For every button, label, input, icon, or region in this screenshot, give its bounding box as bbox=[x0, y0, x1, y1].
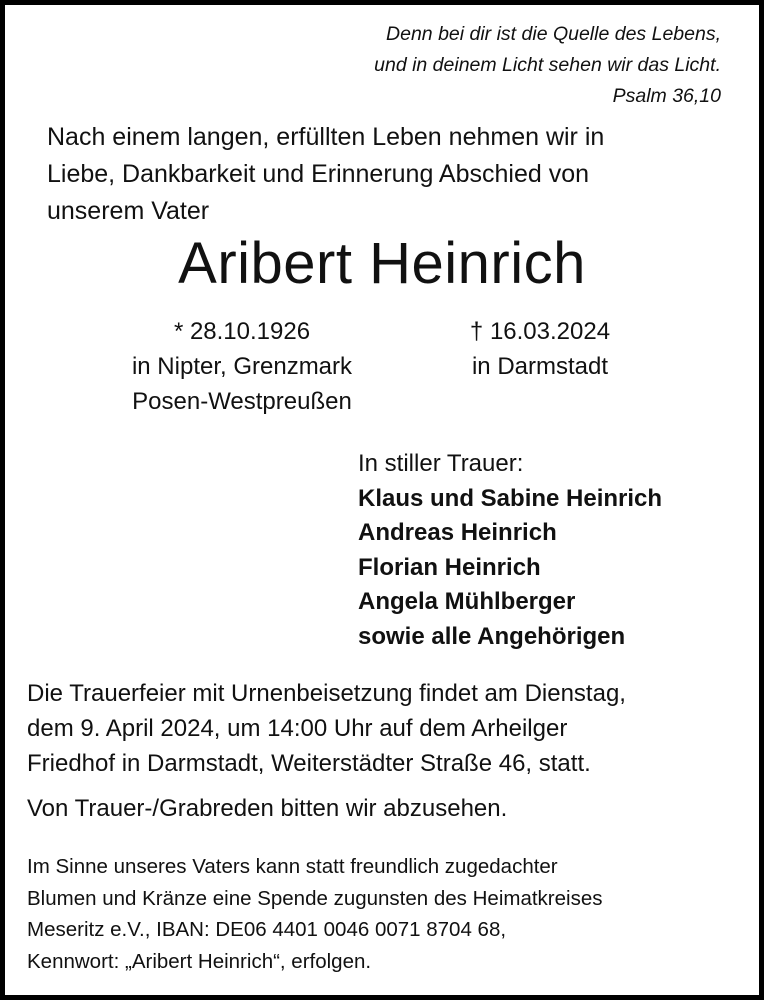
death-place: in Darmstadt bbox=[471, 353, 609, 380]
donation-line: Kennwort: „Aribert Heinrich“, erfolgen. bbox=[27, 949, 372, 973]
death-date: † 16.03.2024 bbox=[469, 318, 611, 345]
birth-place: in Nipter, Grenzmark bbox=[131, 353, 353, 380]
death-info bbox=[445, 314, 635, 384]
deceased-name: Aribert Heinrich bbox=[178, 231, 586, 296]
donation-line: Blumen und Kränze eine Spende zugunsten des Heimatkreises bbox=[27, 886, 603, 910]
verse-line: und in deinem Licht sehen wir das Licht. bbox=[374, 54, 721, 76]
mourner-name: sowie alle Angehörigen bbox=[358, 622, 626, 650]
birth-place: Posen-Westpreußen bbox=[132, 388, 352, 415]
verse-source: Psalm 36,10 bbox=[612, 85, 721, 107]
psalm-verse bbox=[374, 19, 721, 112]
ceremony-line: dem 9. April 2024, um 14:00 Uhr auf dem Arheilger bbox=[27, 715, 568, 742]
ceremony-line: Friedhof in Darmstadt, Weiterstädter Straße 46, statt. bbox=[27, 750, 591, 777]
mourner-name: Florian Heinrich bbox=[358, 553, 541, 581]
donation-line: Im Sinne unseres Vaters kann statt freundlich zugedachter bbox=[27, 855, 558, 878]
mourner-name: Andreas Heinrich bbox=[358, 519, 557, 546]
mourner-name: Klaus und Sabine Heinrich bbox=[358, 484, 663, 512]
birth-info bbox=[97, 314, 387, 419]
donation-line: Meseritz e.V., IBAN: DE06 4401 0046 0071 8704 68, bbox=[27, 918, 507, 941]
obituary-notice bbox=[5, 5, 759, 995]
birth-date: * 28.10.1926 bbox=[173, 318, 311, 345]
ceremony-info bbox=[27, 676, 626, 781]
intro-line: unserem Vater bbox=[47, 197, 210, 225]
intro-line: Nach einem langen, erfüllten Leben nehmen wir in bbox=[47, 123, 605, 151]
mourners bbox=[358, 447, 662, 654]
donation-info bbox=[27, 851, 603, 977]
mourner-name: Angela Mühlberger bbox=[358, 588, 576, 615]
verse-line: Denn bei dir ist die Quelle des Lebens, bbox=[386, 23, 721, 45]
mourners-heading: In stiller Trauer: bbox=[358, 450, 524, 477]
request-text: Von Trauer-/Grabreden bitten wir abzusehen. bbox=[27, 795, 508, 822]
intro-text bbox=[47, 119, 604, 230]
intro-line: Liebe, Dankbarkeit und Erinnerung Abschied von bbox=[47, 160, 590, 188]
ceremony-line: Die Trauerfeier mit Urnenbeisetzung findet am Dienstag, bbox=[27, 680, 626, 707]
